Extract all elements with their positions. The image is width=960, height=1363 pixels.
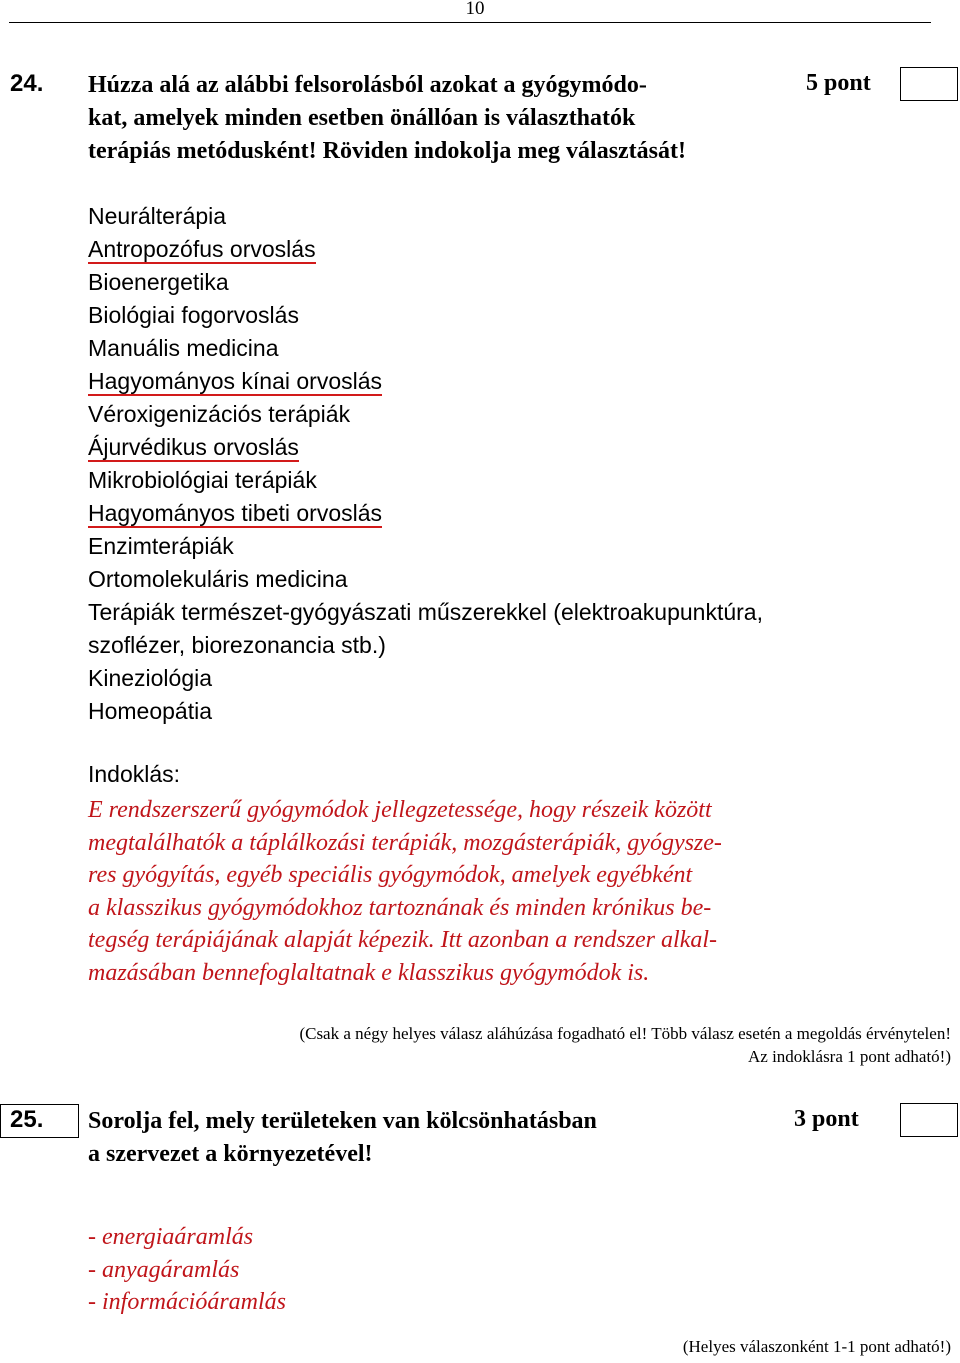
q25-answers bbox=[88, 1221, 286, 1319]
answer-line: megtalálhatók a táplálkozási terápiák, mozgásterápiák, gyógysze- bbox=[88, 829, 722, 856]
option-item[interactable]: Enzimterápiák bbox=[88, 533, 234, 559]
answer-line: - információáramlás bbox=[88, 1289, 286, 1315]
option-item[interactable]: Neurálterápia bbox=[88, 203, 227, 229]
answer-line: tegség terápiájának alapját képezik. Itt azonban a rendszer alkal- bbox=[88, 927, 718, 953]
q24-question-text bbox=[88, 69, 686, 168]
q25-number: 25. bbox=[10, 1106, 44, 1133]
option-item-underlined[interactable]: Ájurvédikus orvoslás bbox=[88, 434, 299, 460]
justification-answer bbox=[88, 794, 722, 989]
answer-line: mazásában bennefoglaltatnak e klasszikus gyógymódok is. bbox=[88, 959, 650, 986]
q25-text-line: a szervezet a környezetével! bbox=[88, 1141, 373, 1167]
option-item-continuation: szoflézer, biorezonancia stb.) bbox=[88, 632, 386, 658]
answer-line: - anyagáramlás bbox=[88, 1256, 240, 1283]
option-item[interactable]: Terápiák természet-gyógyászati műszerekkel (elektroakupunktúra, bbox=[88, 599, 763, 625]
answer-line: - energiaáramlás bbox=[88, 1224, 254, 1250]
page-number: 10 bbox=[465, 0, 485, 19]
option-item[interactable]: Ortomolekuláris medicina bbox=[88, 566, 348, 592]
q24-number: 24. bbox=[10, 70, 44, 97]
option-item[interactable]: Biológiai fogorvoslás bbox=[88, 302, 299, 328]
option-item[interactable]: Véroxigenizációs terápiák bbox=[88, 401, 351, 427]
option-item[interactable]: Manuális medicina bbox=[88, 335, 279, 361]
q25-text-line: Sorolja fel, mely területeken van kölcsönhatásban bbox=[88, 1108, 597, 1134]
option-item-underlined[interactable]: Hagyományos tibeti orvoslás bbox=[88, 500, 383, 526]
q24-text-line: kat, amelyek minden esetben önállóan is választhatók bbox=[88, 105, 636, 131]
justification-label: Indoklás: bbox=[88, 761, 181, 787]
option-item-underlined[interactable]: Antropozófus orvoslás bbox=[88, 236, 316, 262]
q24-text-line: Húzza alá az alábbi felsorolásból azokat a gyógymódo- bbox=[88, 72, 647, 98]
q24-points: 5 pont bbox=[806, 70, 871, 96]
option-item-underlined[interactable]: Hagyományos kínai orvoslás bbox=[88, 368, 383, 394]
q25-score-box[interactable] bbox=[900, 1103, 958, 1137]
q24-scoring-note-2: Az indoklásra 1 pont adható!) bbox=[748, 1047, 951, 1066]
answer-line: a klasszikus gyógymódokhoz tartoznának és minden krónikus be- bbox=[88, 894, 712, 921]
option-item[interactable]: Kineziológia bbox=[88, 665, 213, 691]
q24-option-list bbox=[88, 200, 763, 728]
q25-scoring-note: (Helyes válaszonként 1-1 pont adható!) bbox=[682, 1337, 951, 1356]
option-item[interactable]: Mikrobiológiai terápiák bbox=[88, 467, 317, 493]
q24-scoring-note: (Csak a négy helyes válasz aláhúzása fogadható el! Több válasz esetén a megoldás érvénytelen! bbox=[299, 1024, 951, 1043]
q24-text-line: terápiás metódusként! Röviden indokolja meg választását! bbox=[88, 138, 686, 164]
q25-points: 3 pont bbox=[794, 1106, 859, 1132]
header-rule bbox=[9, 22, 931, 23]
answer-line: E rendszerszerű gyógymódok jellegzetessége, hogy részeik között bbox=[88, 797, 712, 823]
option-item[interactable]: Bioenergetika bbox=[88, 269, 229, 295]
option-item[interactable]: Homeopátia bbox=[88, 698, 213, 724]
answer-line: res gyógyítás, egyéb speciális gyógymódok, amelyek egyébként bbox=[88, 862, 693, 888]
q24-score-box[interactable] bbox=[900, 67, 958, 101]
q25-question-text bbox=[88, 1105, 597, 1171]
